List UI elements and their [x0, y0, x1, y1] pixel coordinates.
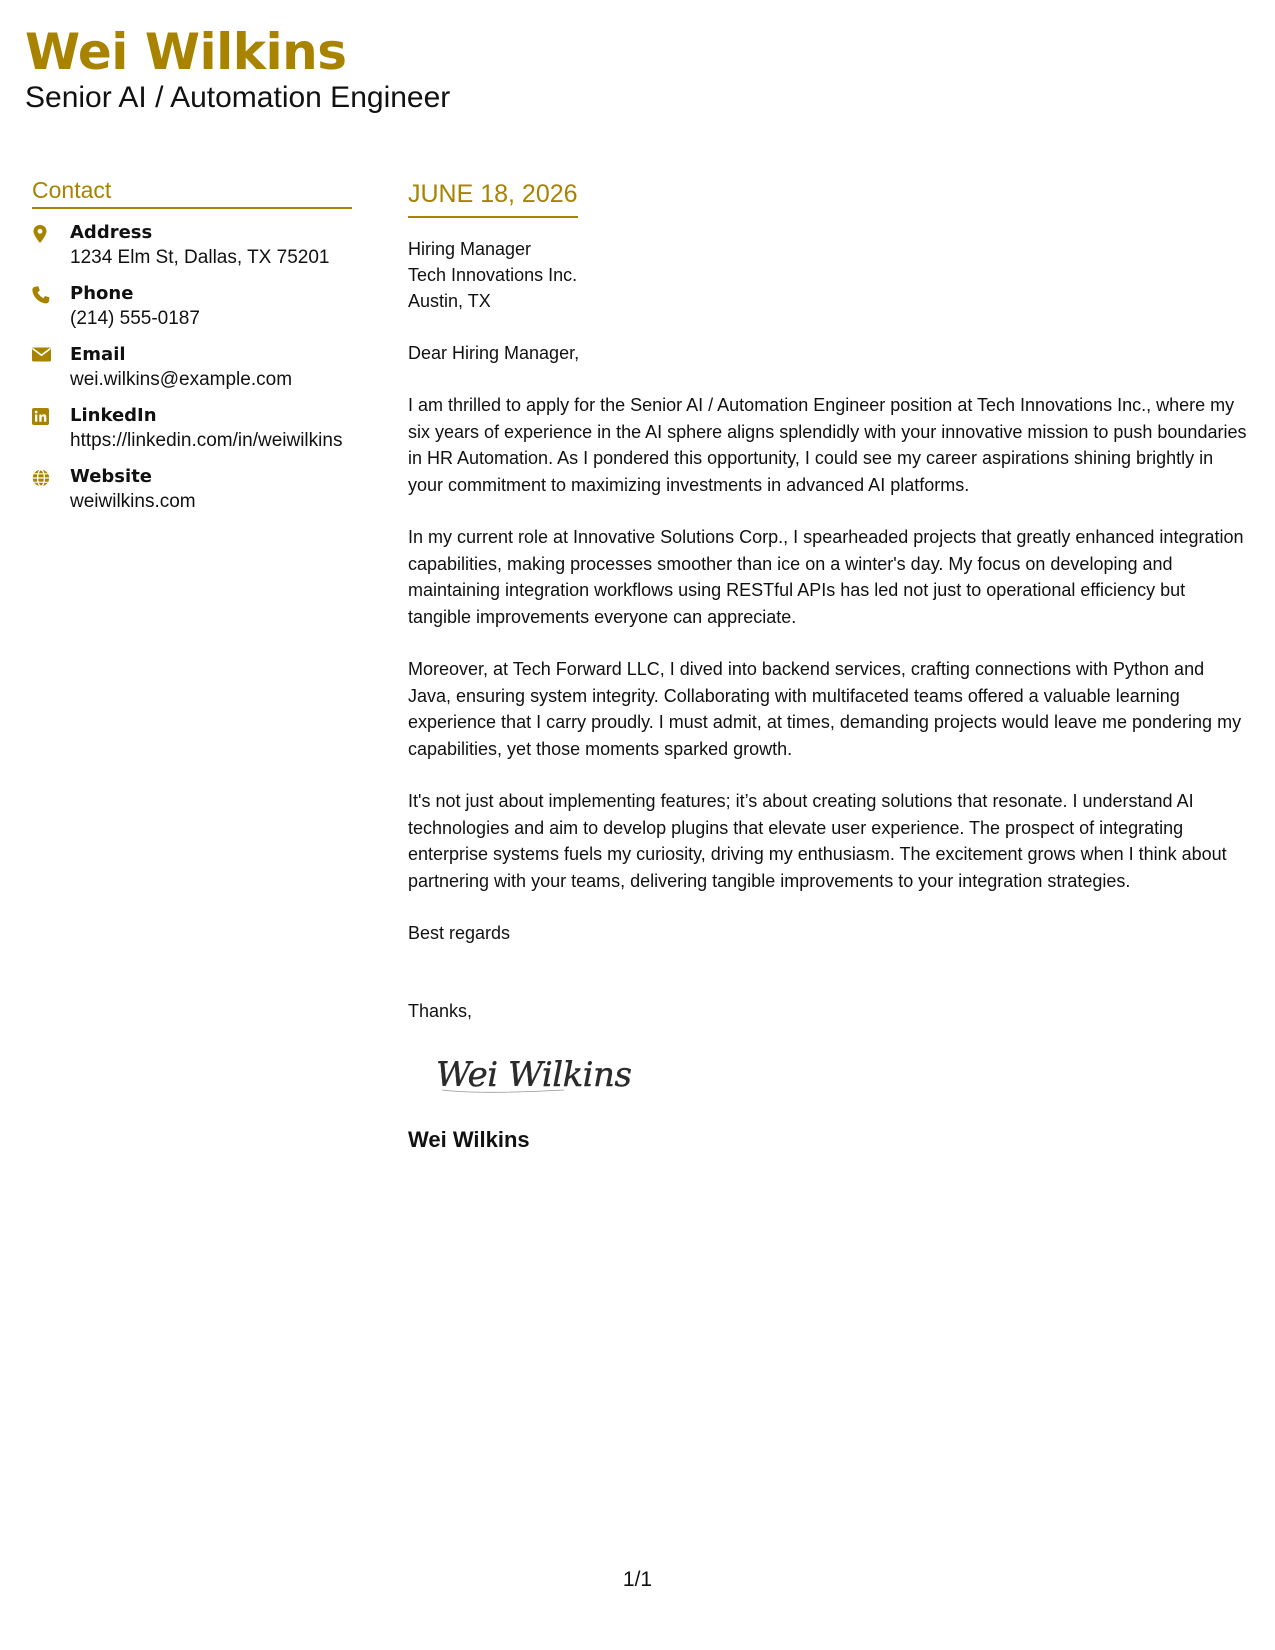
- phone-icon: [32, 282, 70, 331]
- letter-body: [408, 178, 1248, 1154]
- contact-section-title: Contact: [32, 176, 352, 209]
- contact-item-website: [32, 465, 352, 514]
- email-value: wei.wilkins@example.com: [70, 369, 293, 390]
- map-pin-icon: [32, 221, 70, 270]
- body-paragraph: It's not just about implementing features; it’s about creating solutions that resonate. I understand AI technologies and aim to develop plugins that elevate user experience. The prospect of integrating enterprise systems fuels my curiosity, driving my enthusiasm. The excitement grows when I think about partnering with your teams, delivering tangible improvements to your integration strategies.: [408, 791, 1227, 891]
- recipient-line: Austin, TX: [408, 291, 491, 311]
- contact-item-email: [32, 343, 352, 392]
- envelope-icon: [32, 343, 70, 392]
- applicant-name: Wei Wilkins: [25, 23, 347, 81]
- contact-item-linkedin: [32, 404, 352, 453]
- phone-value: (214) 555-0187: [70, 308, 200, 329]
- signer-name: Wei Wilkins: [408, 1127, 530, 1152]
- website-label: Website: [70, 466, 153, 487]
- contact-item-phone: [32, 282, 352, 331]
- recipient-line: Hiring Manager: [408, 239, 532, 259]
- salutation: Dear Hiring Manager,: [408, 343, 580, 363]
- closing-line: Best regards: [408, 923, 511, 943]
- recipient-line: Tech Innovations Inc.: [408, 265, 578, 285]
- body-paragraph: I am thrilled to apply for the Senior AI / Automation Engineer position at Tech Innovations Inc., where my six years of experience in the AI sphere aligns splendidly with your innovative mission to push boundaries in HR Automation. As I pondered this opportunity, I could see my career aspirations shining brightly in your commitment to maximizing investments in advanced AI platforms.: [408, 395, 1247, 495]
- contact-sidebar: [32, 176, 352, 526]
- address-label: Address: [70, 222, 153, 243]
- body-paragraph: In my current role at Innovative Solutions Corp., I spearheaded projects that greatly enhanced integration capabilities, making processes smoother than ice on a winter's day. My focus on developing and maintaining integration workflows using RESTful APIs has led not just to operational efficiency but tangible improvements everyone can appreciate.: [408, 527, 1244, 627]
- thanks-line: Thanks,: [408, 1001, 473, 1021]
- contact-list: [32, 221, 352, 514]
- letter-date: JUNE 18, 2026: [408, 178, 578, 218]
- job-title: Senior AI / Automation Engineer: [25, 81, 451, 114]
- linkedin-label: LinkedIn: [70, 405, 157, 426]
- linkedin-icon: [32, 404, 70, 453]
- recipient-block: [408, 236, 1248, 314]
- page-indicator: 1/1: [622, 1568, 653, 1591]
- phone-label: Phone: [70, 283, 134, 304]
- address-value: 1234 Elm St, Dallas, TX 75201: [70, 247, 330, 268]
- header: [25, 22, 450, 116]
- signature-text: Wei Wilkins: [436, 1055, 632, 1095]
- globe-icon: [32, 465, 70, 514]
- website-value: weiwilkins.com: [70, 491, 196, 512]
- body-paragraph: Moreover, at Tech Forward LLC, I dived into backend services, crafting connections with Python and Java, ensuring system integrity. Collaborating with multifaceted teams offered a valuable learning experience that I carry proudly. I must admit, at times, demanding projects would leave me pondering my capabilities, yet those moments sparked growth.: [408, 659, 1242, 759]
- contact-item-address: [32, 221, 352, 270]
- email-label: Email: [70, 344, 126, 365]
- linkedin-value: https://linkedin.com/in/weiwilkins: [70, 430, 343, 451]
- handwritten-signature: [434, 1050, 1248, 1098]
